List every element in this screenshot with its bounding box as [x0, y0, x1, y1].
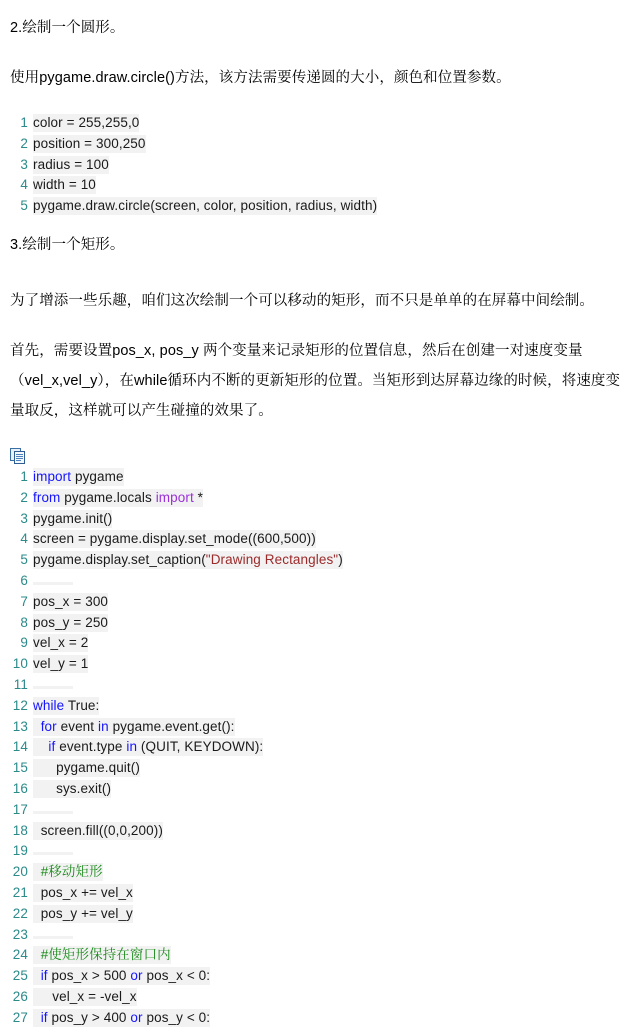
code-token	[33, 739, 48, 754]
code-line	[8, 196, 644, 217]
section-heading-rect: 3.绘制一个矩形。	[10, 236, 125, 253]
code-line-number: 5	[20, 198, 28, 214]
code-line	[8, 987, 644, 1008]
code-line-text	[33, 822, 163, 840]
code-line-text	[33, 176, 96, 194]
code-line-number: 10	[12, 656, 28, 672]
code-token: position = 300,250	[33, 135, 146, 151]
code-line-text	[33, 988, 137, 1006]
code-line	[8, 155, 644, 176]
code-line	[8, 509, 644, 530]
gap-after-code-1	[0, 217, 644, 230]
code-line-number: 2	[20, 489, 28, 505]
code-line-number: 5	[20, 552, 28, 568]
top-spacer	[0, 0, 644, 13]
code-token: "Drawing Rectangles"	[205, 552, 339, 568]
code-token	[33, 1010, 41, 1025]
code-line-text	[33, 759, 140, 777]
code-token: event	[56, 718, 98, 734]
code-line-number: 1	[20, 115, 28, 130]
copy-icon-rule	[16, 454, 23, 455]
code-line-number: 9	[20, 635, 28, 651]
code-token: pygame.event.get():	[108, 718, 235, 734]
code-line-number: 4	[20, 177, 28, 193]
code-line	[8, 134, 644, 155]
code-line	[8, 883, 644, 904]
code-token: )	[338, 552, 343, 568]
code-line-number: 3	[20, 510, 28, 526]
code-line-text	[33, 1009, 210, 1027]
code-line	[8, 800, 644, 821]
paragraph-rect-intro: 为了增添一些乐趣，咱们这次绘制一个可以移动的矩形，而不只是单单的在屏幕中间绘制。	[10, 292, 594, 309]
code-line-number: 26	[12, 988, 28, 1004]
code-line-number: 6	[20, 572, 28, 588]
code-token: pygame.init()	[33, 510, 113, 526]
code-line	[8, 675, 644, 696]
code-token: pygame	[71, 468, 124, 484]
code-line-text	[33, 551, 343, 569]
code-token: in	[98, 718, 109, 734]
code-line-number: 15	[12, 760, 28, 776]
copy-icon-rule	[16, 456, 23, 457]
code-token: sys.exit()	[33, 780, 112, 796]
code-line-text	[33, 936, 73, 939]
code-token: pos_x += vel_x	[33, 884, 133, 900]
code-token: pygame.locals	[60, 489, 156, 505]
section-heading-circle: 2.绘制一个圆形。	[10, 20, 125, 36]
code-line	[8, 862, 644, 883]
code-line-text	[33, 156, 109, 174]
code-line-number: 1	[20, 468, 28, 484]
code-line	[8, 175, 644, 196]
code-token: import	[155, 489, 194, 505]
code-token: if	[40, 1009, 48, 1025]
gap-before-code-2	[0, 426, 644, 446]
gap-after-heading-rect	[0, 260, 644, 286]
code-line-text	[33, 510, 112, 528]
gap-between-paragraphs	[0, 316, 644, 336]
code-token: from	[33, 489, 61, 505]
code-line-text	[33, 655, 88, 673]
code-token: pygame.quit()	[33, 760, 140, 776]
code-line	[8, 633, 644, 654]
code-token: pos_y += vel_y	[33, 905, 133, 921]
code-token: color = 255,255,0	[33, 115, 140, 130]
code-token: for	[40, 718, 57, 734]
code-line	[8, 841, 644, 862]
code-line	[8, 904, 644, 925]
gap-before-code-1	[0, 93, 644, 113]
code-line-number: 14	[12, 739, 28, 755]
code-token	[33, 719, 41, 734]
code-line-number: 17	[12, 801, 28, 817]
code-token: vel_x = -vel_x	[33, 988, 137, 1004]
paragraph-circle-intro: 使用pygame.draw.circle()方法，该方法需要传递圆的大小，颜色和位置参数。	[10, 70, 511, 86]
code-line-number: 7	[20, 593, 28, 609]
code-line-text	[33, 738, 263, 756]
code-line-text	[33, 967, 210, 985]
code-line-number: 3	[20, 156, 28, 172]
code-line-number: 23	[12, 926, 28, 942]
code-line-text	[33, 135, 146, 153]
code-line	[8, 1008, 644, 1029]
code-line-number: 24	[12, 947, 28, 963]
code-token	[33, 968, 41, 983]
code-token: True:	[64, 697, 100, 713]
code-line-text	[33, 884, 133, 902]
code-line-number: 18	[12, 822, 28, 838]
code-token: in	[126, 739, 138, 755]
code-line-number: 19	[12, 843, 28, 859]
code-token: pos_y = 250	[33, 614, 109, 630]
code-line	[8, 696, 644, 717]
code-token: pos_x = 300	[33, 593, 109, 609]
code-line	[8, 758, 644, 779]
code-token: or	[130, 1009, 143, 1025]
code-token: if	[40, 968, 48, 984]
code-line-text	[33, 593, 108, 611]
code-line	[8, 592, 644, 613]
code-line-text	[33, 905, 133, 923]
code-line-text	[33, 946, 171, 964]
code-token: *	[193, 489, 204, 505]
code-token: vel_x = 2	[33, 635, 89, 651]
code-line-number: 25	[12, 968, 28, 984]
code-token: screen.fill((0,0,200))	[33, 822, 163, 838]
code-line	[8, 779, 644, 800]
code-line-number: 12	[12, 697, 28, 713]
code-line-text	[33, 852, 73, 855]
code-line-text	[33, 530, 316, 548]
code-block-circle[interactable]	[0, 113, 644, 217]
code-line-text	[33, 197, 377, 215]
code-line	[8, 821, 644, 842]
code-token: pos_x < 0:	[142, 968, 211, 984]
gap-after-heading-circle	[0, 43, 644, 63]
code-line-text	[33, 468, 124, 486]
code-token: import	[33, 468, 72, 484]
paragraph-rect-variables: 首先，需要设置pos_x, pos_y 两个变量来记录矩形的位置信息，然后在创建一对速度变量（vel_x,vel_y），在while循环内不断的更新矩形的位置。当矩形到达屏幕边缘的时候，将速度变量取反，这样就可以产生碰撞的效果了。	[10, 342, 621, 419]
code-line	[8, 529, 644, 550]
code-token: radius = 100	[33, 156, 109, 172]
code-line-text	[33, 686, 73, 689]
code-token: #移动矩形	[33, 864, 103, 880]
code-line	[8, 654, 644, 675]
code-line	[8, 613, 644, 634]
copy-icon-rule	[16, 458, 23, 459]
code-token: or	[130, 968, 143, 984]
code-line-text	[33, 489, 203, 507]
code-line-text	[33, 614, 108, 632]
code-token: while	[33, 697, 65, 713]
code-line-number: 21	[12, 884, 28, 900]
code-token: screen = pygame.display.set_mode((600,500))	[33, 531, 316, 547]
code-line	[8, 737, 644, 758]
code-line-number: 13	[12, 718, 28, 734]
code-toolbar	[8, 446, 644, 467]
code-token: (QUIT, KEYDOWN):	[137, 739, 264, 755]
code-line-number: 8	[20, 614, 28, 630]
copy-icon[interactable]	[10, 448, 28, 465]
code-line	[8, 467, 644, 488]
copy-icon-rule	[16, 460, 21, 461]
code-line	[8, 550, 644, 571]
code-token: pos_y > 400	[47, 1009, 131, 1025]
code-line	[8, 488, 644, 509]
code-token: pygame.display.set_caption(	[33, 552, 206, 568]
code-line-text	[33, 697, 99, 715]
code-line-number: 2	[20, 135, 28, 151]
code-token: width = 10	[33, 177, 96, 193]
code-line-text	[33, 634, 88, 652]
code-line-text	[33, 718, 235, 736]
code-line-number: 27	[12, 1009, 28, 1025]
code-line-text	[33, 582, 73, 585]
code-token: #使矩形保持在窗口内	[33, 947, 171, 963]
code-token: vel_y = 1	[33, 656, 89, 672]
code-line-number: 11	[13, 676, 28, 692]
code-token: event.type	[55, 739, 127, 755]
code-token: pygame.draw.circle(screen, color, position, radius, width)	[33, 198, 378, 214]
code-line-text	[33, 114, 139, 132]
code-line	[8, 966, 644, 987]
code-line-number: 20	[12, 864, 28, 880]
code-line-number: 22	[12, 905, 28, 921]
code-token: if	[48, 739, 56, 755]
code-line-text	[33, 811, 73, 814]
code-line	[8, 717, 644, 738]
code-line	[8, 571, 644, 592]
code-token: pos_x > 500	[47, 968, 131, 984]
code-line-number: 4	[20, 531, 28, 547]
code-token: pos_y < 0:	[142, 1009, 211, 1025]
code-line	[8, 945, 644, 966]
code-block-rect[interactable]	[0, 446, 644, 1029]
code-line	[8, 113, 644, 134]
code-line-number: 16	[12, 780, 28, 796]
code-line-text	[33, 780, 111, 798]
code-line	[8, 925, 644, 946]
code-line-text	[33, 863, 103, 881]
